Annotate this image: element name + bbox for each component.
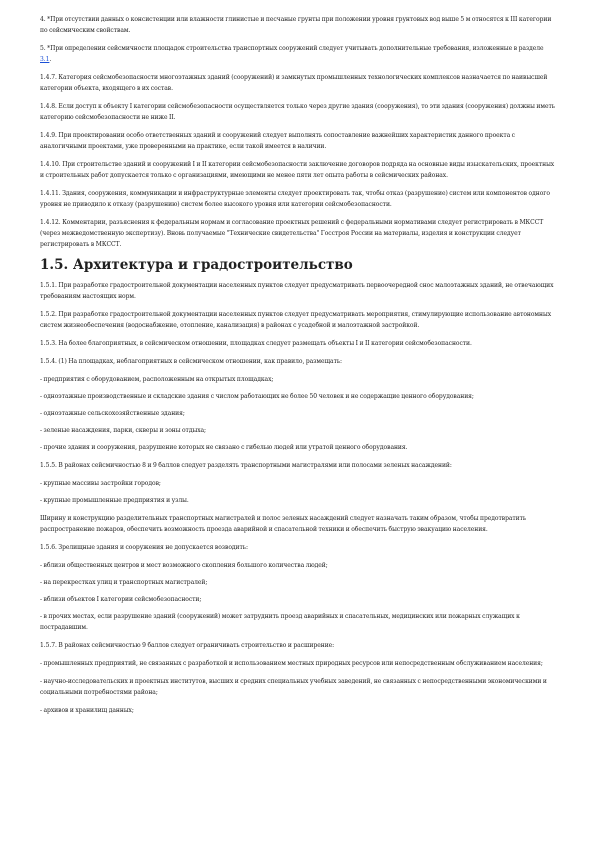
- clause-paragraph: 1.5.6. Зрелищные здания и сооружения не допускается возводить:: [40, 544, 248, 551]
- list-item: - крупные массивы застройки городов;: [40, 480, 161, 487]
- note-text-tail: .: [49, 56, 52, 63]
- list-item: - промышленных предприятий, не связанных с разработкой и использованием местных природных ресурсов или непосредственным обслуживанием населения;: [40, 660, 543, 667]
- list-item: - зеленые насаждения, парки, скверы и зоны отдыха;: [40, 427, 207, 434]
- note-paragraph: 4. *При отсутствии данных о консистенции или влажности глинистые и песчаные грунты при положении уровня грунтовых вод выше 5 м относятся к III категории по сейсмическим свойствам.: [40, 16, 552, 34]
- list-item: - прочие здания и сооружения, разрушение которых не связано с гибелью людей или утратой ценного оборудования.: [40, 444, 408, 451]
- list-item: - вблизи объектов I категории сейсмобезопасности;: [40, 596, 202, 603]
- list-item: - научно-исследовательских и проектных институтов, высших и средних специальных учебных заведений, не связанных с непосредственными экономическими и социальными потребностями района;: [40, 678, 547, 696]
- clause-paragraph: 1.4.12. Комментарии, разъяснения к федеральным нормам и согласование проектных решений с федеральными нормативами следует регистрировать в МКССТ (через межведомственную экспертизу). Вновь получаемые "Технические свидетельства" Госстроя России на материалы, изделия и конструкции следует регистрировать в МКССТ.: [40, 219, 544, 248]
- note-text: 5. *При определении сейсмичности площадок строительства транспортных сооружений следует учитывать дополнительные требования, изложенные в разделе: [40, 45, 544, 52]
- list-item: - одноэтажные производственные и складские здания с числом работающих не более 50 человек и не содержащие ценного оборудования;: [40, 393, 474, 400]
- list-item: - крупные промышленные предприятия и узлы.: [40, 497, 189, 504]
- clause-paragraph: 1.5.7. В районах сейсмичностью 9 баллов следует ограничивать строительство и расширение:: [40, 642, 335, 649]
- list-item: - архивов и хранилищ данных;: [40, 707, 134, 714]
- clause-paragraph: 1.4.9. При проектировании особо ответственных зданий и сооружений следует выполнять сопоставление важнейших характеристик данного проекта с аналогичными проектами, уже проверенными на практике, если такой имеется в наличии.: [40, 132, 515, 150]
- list-item: - предприятия с оборудованием, расположенным на открытых площадках;: [40, 376, 274, 383]
- clause-paragraph: 1.4.8. Если доступ к объекту I категории сейсмобезопасности осуществляется только через другие здания (сооружения), то эти здания (сооружения) должны иметь категорию сейсмобезопасности не ниже II.: [40, 103, 555, 121]
- list-item: - на перекрестках улиц и транспортных магистралей;: [40, 579, 208, 586]
- list-item: - в прочих местах, если разрушение зданий (сооружений) может затруднить проезд аварийных и спасательных, медицинских или пожарных служащих к пострадавшим.: [40, 613, 520, 631]
- clause-paragraph: 1.4.11. Здания, сооружения, коммуникации и инфраструктурные элементы следует проектировать так, чтобы отказ (разрушение) систем или компонентов одного уровня не приводило к отказу (разрушению) систем более высокого уровня или категории сейсмобезопасности.: [40, 190, 550, 208]
- clause-paragraph: 1.5.3. На более благоприятных, в сейсмическом отношении, площадках следует размещать объекты I и II категории сейсмобезопасности.: [40, 340, 472, 347]
- section-link[interactable]: 3.1: [40, 56, 50, 63]
- list-item: - вблизи общественных центров и мест возможного скопления большого количества людей;: [40, 562, 328, 569]
- clause-paragraph: Ширину и конструкцию разделительных транспортных магистралей и полос зеленых насаждений следует назначать таким образом, чтобы предотвратить распространение пожаров, обеспечить возможность проезда аварийной и спасательной техники и обеспечить быструю эвакуацию населения.: [40, 515, 527, 533]
- clause-paragraph: 1.5.5. В районах сейсмичностью 8 и 9 баллов следует разделять транспортными магистралями или полосами зеленых насаждений:: [40, 462, 452, 469]
- section-heading: 1.5. Архитектура и градостроительство: [40, 257, 353, 273]
- clause-paragraph: 1.4.10. При строительстве зданий и сооружений I и II категории сейсмобезопасности заключение договоров подряда на основные виды изыскательских, проектных и строительных работ допускается только с организациями, имеющими не менее пяти лет опыта работы в сейсмических районах.: [40, 161, 555, 179]
- note-paragraph: [40, 43, 555, 65]
- clause-paragraph: 1.5.1. При разработке градостроительной документации населенных пунктов следует предусматривать первоочередной снос малоэтажных зданий, не отвечающих требованиям настоящих норм.: [40, 282, 554, 300]
- clause-paragraph: 1.5.2. При разработке градостроительной документации населенных пунктов следует предусматривать мероприятия, стимулирующие использование автономных систем жизнеобеспечения (водоснабжение, отопление, канализация) в районах с усадебной и малоэтажной застройкой.: [40, 311, 552, 329]
- clause-paragraph: 1.5.4. (1) На площадках, неблагоприятных в сейсмическом отношении, как правило, размещать:: [40, 358, 343, 365]
- list-item: - одноэтажные сельскохозяйственные здания;: [40, 410, 185, 417]
- clause-paragraph: 1.4.7. Категория сейсмобезопасности многоэтажных зданий (сооружений) и замкнутых промышленных технологических комплексов назначается по наивысшей категории объекта, входящего в их состав.: [40, 74, 548, 92]
